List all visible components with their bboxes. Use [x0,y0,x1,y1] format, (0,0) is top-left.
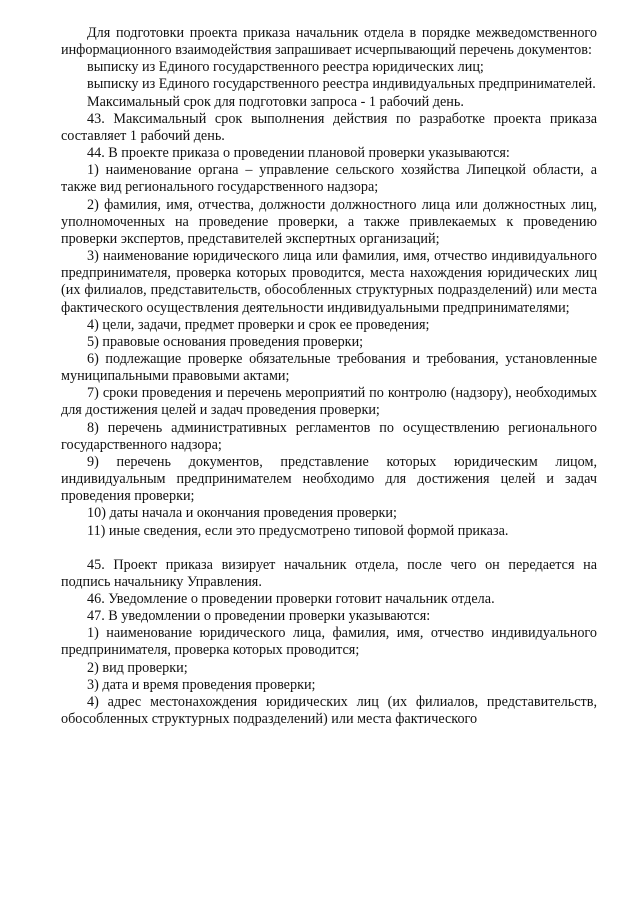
paragraph-44: 44. В проекте приказа о проведении плановой проверки указываются: [87,145,510,162]
list-item-44-5: 5) правовые основания проведения проверки; [87,333,364,350]
list-item-44-3: 3) наименование юридического лица или фамилия, имя, отчество индивидуального предпринимателя, проверка которых проводится, места нахождения юридических лиц (их филиалов, представительств, обособленных структурных подразделений) или места фактического осуществления деятельности индивидуальными предпринимателями; [61,248,597,316]
list-item-44-6: 6) подлежащие проверке обязательные требования и требования, установленные муниципальными правовыми актами; [61,350,597,385]
list-item-44-1: 1) наименование органа – управление сельского хозяйства Липецкой области, а также вид регионального государственного надзора; [61,162,597,196]
paragraph-45: 45. Проект приказа визирует начальник отдела, после чего он передается на подпись начальнику Управления. [61,556,597,590]
list-item-44-2: 2) фамилия, имя, отчества, должности должностного лица или должностных лиц, уполномоченных на проведение проверки, а также привлекаемых к проведению проверки экспертов, представителей экспертных организаций; [61,196,597,247]
list-item-47-2: 2) вид проверки; [87,659,188,676]
paragraph-extract-legal: выписку из Единого государственного реестра юридических лиц; [87,59,484,76]
paragraph-43: 43. Максимальный срок выполнения действия по разработке проекта приказа составляет 1 рабочий день. [61,110,597,144]
paragraph-47: 47. В уведомлении о проведении проверки указываются: [87,608,431,625]
list-item-44-9: 9) перечень документов, представление которых юридическим лицом, индивидуальным предпринимателем необходимо для достижения целей и задач проведения проверки; [61,453,597,505]
paragraph-request-term: Максимальный срок для подготовки запроса - 1 рабочий день. [87,93,464,110]
list-item-44-8: 8) перечень административных регламентов по осуществлению регионального государственного надзора; [61,419,597,453]
document-body [61,25,597,728]
list-item-44-7: 7) сроки проведения и перечень мероприятий по контролю (надзору), необходимых для достижения целей и задач проведения проверки; [61,385,597,419]
list-item-47-1: 1) наименование юридического лица, фамилия, имя, отчество индивидуального предпринимателя, проверка которых проводится; [61,625,597,659]
list-item-44-10: 10) даты начала и окончания проведения проверки; [87,505,397,522]
list-item-47-3: 3) дата и время проведения проверки; [87,676,316,693]
paragraph-46: 46. Уведомление о проведении проверки готовит начальник отдела. [87,591,495,607]
paragraph-intro: Для подготовки проекта приказа начальник отдела в порядке межведомственного информационного взаимодействия запрашивает исчерпывающий перечень документов: [61,25,597,59]
list-item-44-11: 11) иные сведения, если это предусмотрено типовой формой приказа. [87,522,509,539]
list-item-44-4: 4) цели, задачи, предмет проверки и срок ее проведения; [87,316,430,333]
paragraph-extract-entrepreneurs: выписку из Единого государственного реестра индивидуальных предпринимателей. [87,76,596,93]
list-item-47-4: 4) адрес местонахождения юридических лиц (их филиалов, представительств, обособленных структурных подразделений) или места фактического [61,693,597,728]
